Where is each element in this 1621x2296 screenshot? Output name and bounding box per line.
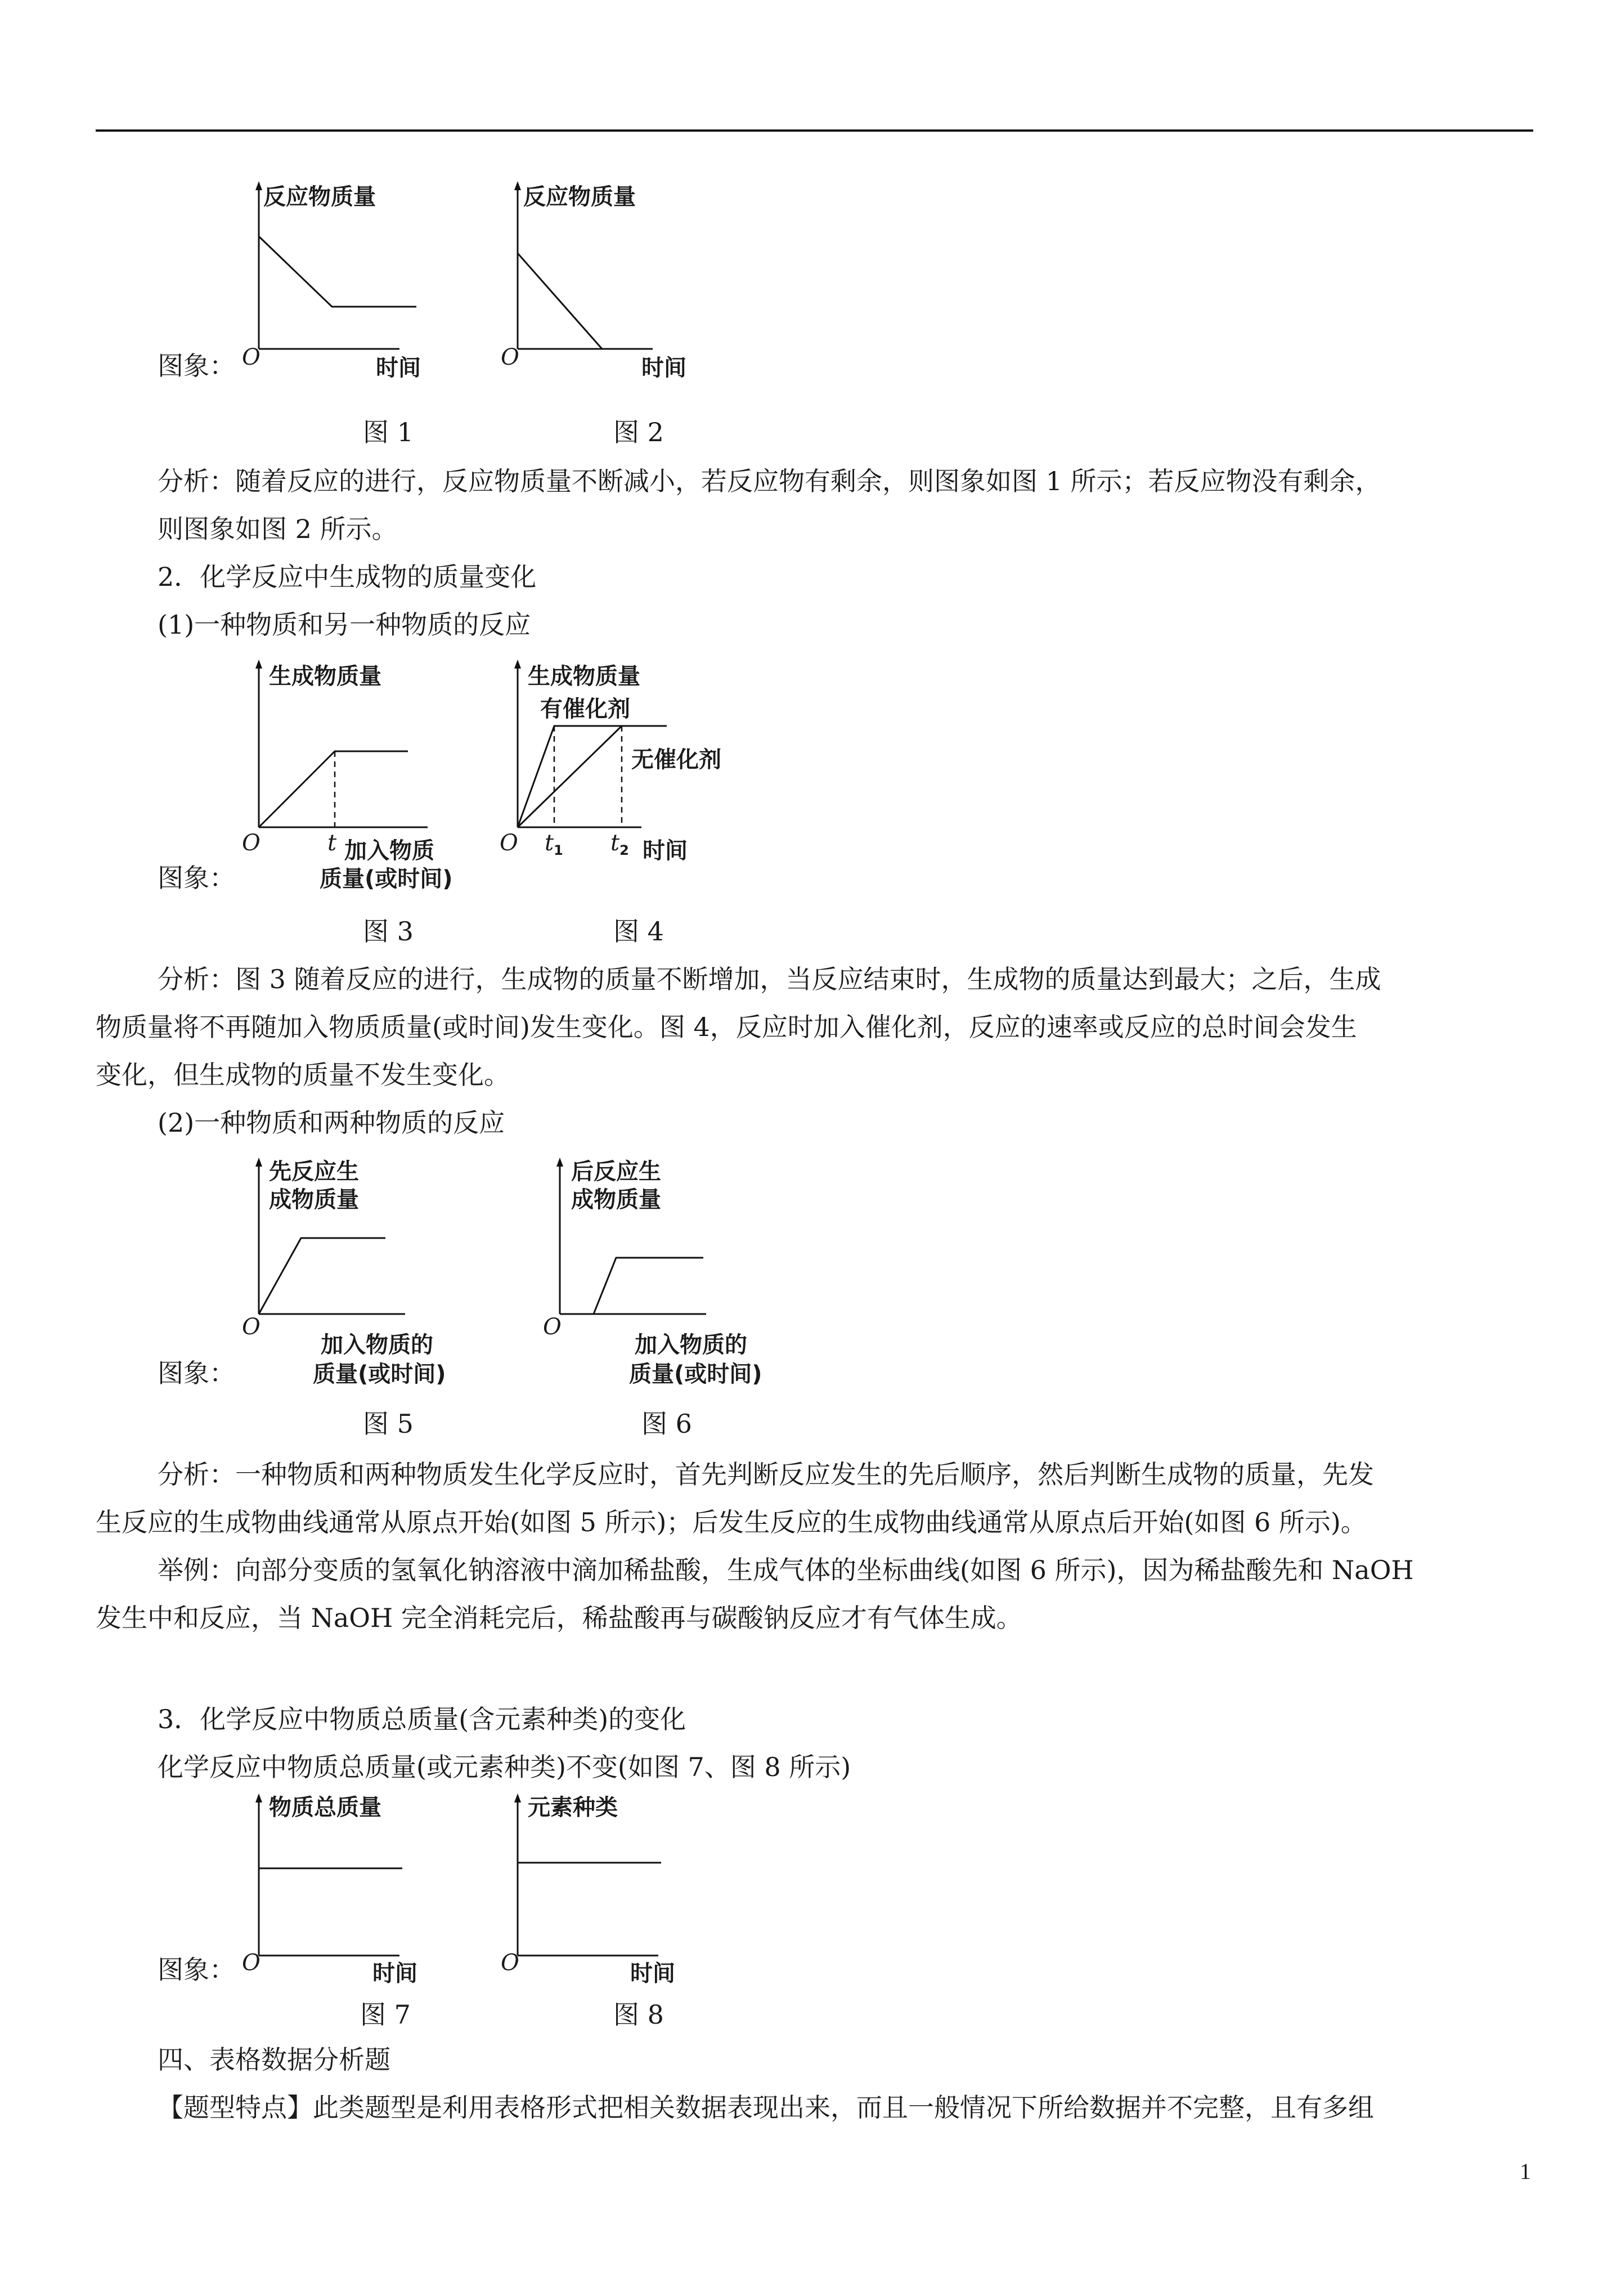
figure-3-xlabel-line-1: 加入物质 [344, 838, 434, 864]
tuxiang-label-1: 图象： [158, 351, 235, 381]
figure-5-xlabel-line-2: 质量(或时间) [313, 1361, 446, 1387]
figure-4-label-no-catalyst: 无催化剂 [631, 747, 721, 773]
figure-7-caption: 图 7 [360, 1999, 411, 2030]
figure-1-ylabel: 反应物质量 [263, 184, 376, 210]
figure-5-ylabel-line-1: 先反应生 [269, 1159, 359, 1185]
figure-1-xlabel: 时间 [376, 355, 421, 381]
heading-2: 2．化学反应中生成物的质量变化 [158, 562, 537, 592]
figure-7-xlabel: 时间 [372, 1961, 417, 1986]
figure-3-tick-t: t [327, 830, 337, 856]
tuxiang-label-3: 图象： [158, 1358, 235, 1388]
figure-2-origin: O [501, 344, 519, 370]
heading-3: 3．化学反应中物质总质量(含元素种类)的变化 [158, 1704, 686, 1734]
reactant-curve [259, 236, 416, 307]
analysis-3-line-1: 分析：一种物质和两种物质发生化学反应时，首先判断反应发生的先后顺序，然后判断生成物的质量，先发 [158, 1459, 1374, 1490]
figure-6-ylabel-line-1: 后反应生 [571, 1159, 661, 1185]
figure-4-tick-t1: $t_1$ [545, 830, 563, 858]
figure-4-label-catalyst: 有催化剂 [540, 696, 630, 722]
header-rule [96, 129, 1533, 132]
analysis-2-line-3: 变化，但生成物的质量不发生变化。 [96, 1060, 510, 1090]
figure-4-tick-t2: $t_2$ [610, 830, 629, 858]
figure-1-caption: 图 1 [363, 417, 414, 447]
figure-3-origin: O [242, 830, 261, 856]
figure-8-ylabel: 元素种类 [528, 1795, 618, 1820]
heading-4: 四、表格数据分析题 [158, 2044, 390, 2075]
heading-2-2: (2)一种物质和两种物质的反应 [158, 1107, 505, 1138]
figure-2-ylabel: 反应物质量 [523, 184, 636, 210]
later-product-curve [594, 1258, 703, 1314]
figure-2-caption: 图 2 [613, 417, 664, 447]
figure-6-ylabel-line-2: 成物质量 [571, 1187, 661, 1213]
figure-7-origin: O [242, 1950, 261, 1976]
page-number: 1 [1520, 2159, 1531, 2184]
feature-line: 【题型特点】此类题型是利用表格形式把相关数据表现出来，而且一般情况下所给数据并不完整，且有多组 [158, 2092, 1374, 2123]
heading-3-subtitle: 化学反应中物质总质量(或元素种类)不变(如图 7、图 8 所示) [158, 1752, 851, 1782]
figure-8-xlabel: 时间 [630, 1961, 675, 1986]
figure-4-caption: 图 4 [613, 916, 664, 947]
figure-1-origin: O [242, 344, 261, 370]
figure-6-xlabel-line-2: 质量(或时间) [629, 1361, 762, 1387]
heading-2-1: (1)一种物质和另一种物质的反应 [158, 609, 531, 640]
figure-5-xlabel-line-1: 加入物质的 [321, 1332, 433, 1358]
figure-7-ylabel: 物质总质量 [269, 1795, 381, 1820]
no-catalyst-curve [518, 726, 622, 827]
first-product-curve [259, 1238, 385, 1314]
tuxiang-label-4: 图象： [158, 1954, 235, 1985]
tuxiang-label-2: 图象： [158, 863, 235, 893]
analysis-1-line-2: 则图象如图 2 所示。 [158, 514, 398, 544]
figure-3-ylabel: 生成物质量 [269, 663, 381, 689]
analysis-2-line-1: 分析：图 3 随着反应的进行，生成物的质量不断增加，当反应结束时，生成物的质量达到最大；之后，生成 [158, 964, 1381, 994]
figure-8-origin: O [501, 1950, 519, 1976]
figure-2-xlabel: 时间 [641, 355, 686, 381]
figure-6-xlabel-line-1: 加入物质的 [635, 1332, 747, 1358]
analysis-1-line-1: 分析：随着反应的进行，反应物质量不断减小，若反应物有剩余，则图象如图 1 所示；若反应物没有剩余， [158, 466, 1381, 496]
product-curve [259, 751, 408, 827]
analysis-2-line-2: 物质量将不再随加入物质质量(或时间)发生变化。图 4，反应时加入催化剂，反应的速率或反应的总时间会发生 [96, 1012, 1357, 1042]
example-line-1: 举例：向部分变质的氢氧化钠溶液中滴加稀盐酸，生成气体的坐标曲线(如图 6 所示)，因为稀盐酸先和 NaOH [158, 1555, 1414, 1585]
analysis-3-line-2: 生反应的生成物曲线通常从原点开始(如图 5 所示)；后发生反应的生成物曲线通常从原点后开始(如图 6 所示)。 [96, 1507, 1367, 1537]
figure-4-origin: O [500, 830, 518, 856]
figure-4-ylabel: 生成物质量 [528, 663, 640, 689]
figure-5-ylabel-line-2: 成物质量 [269, 1187, 359, 1213]
example-line-2: 发生中和反应，当 NaOH 完全消耗完后，稀盐酸再与碳酸钠反应才有气体生成。 [96, 1603, 1022, 1633]
figure-6-origin: O [543, 1314, 562, 1340]
figure-3-caption: 图 3 [363, 916, 414, 947]
reactant-curve [518, 253, 602, 349]
figure-3-xlabel-line-2: 质量(或时间) [320, 866, 453, 892]
figure-5-origin: O [242, 1314, 261, 1340]
figure-6-caption: 图 6 [641, 1409, 692, 1439]
figure-4-xlabel: 时间 [643, 838, 688, 864]
figure-5-caption: 图 5 [363, 1409, 414, 1439]
figure-8-caption: 图 8 [613, 1999, 664, 2030]
catalyst-curve [518, 726, 667, 827]
